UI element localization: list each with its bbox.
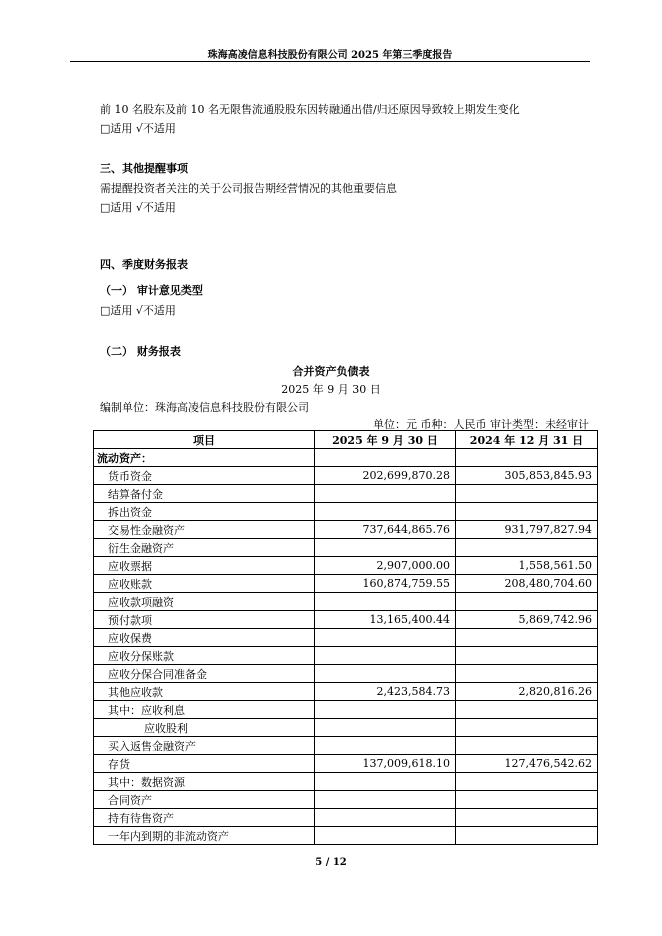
table-row [94, 611, 598, 629]
row-item-label: 应收分保合同准备金 [94, 665, 315, 683]
row-item-label: 应收保费 [94, 629, 315, 647]
row-item-label: 衍生金融资产 [94, 539, 315, 557]
table-row [94, 665, 598, 683]
page-number: 5 / 12 [315, 857, 347, 868]
row-previous-value [456, 665, 598, 683]
row-item-label: 存货 [94, 755, 315, 773]
row-previous-value [456, 773, 598, 791]
table-row [94, 575, 598, 593]
report-header: 珠海高凌信息科技股份有限公司 2025 年第三季度报告 [207, 50, 453, 61]
row-item-label: 应收股利 [94, 719, 315, 737]
table-row [94, 647, 598, 665]
row-previous-value [456, 791, 598, 809]
table-row [94, 449, 598, 467]
row-previous-value [456, 647, 598, 665]
row-current-value: 202,699,870.28 [315, 467, 456, 485]
row-previous-value: 5,869,742.96 [456, 611, 598, 629]
column-header-previous: 2024 年 12 月 31 日 [456, 431, 598, 449]
row-current-value [315, 629, 456, 647]
row-previous-value: 208,480,704.60 [456, 575, 598, 593]
row-current-value [315, 701, 456, 719]
row-current-value [315, 647, 456, 665]
row-current-value: 2,423,584.73 [315, 683, 456, 701]
row-current-value [315, 719, 456, 737]
column-header-item: 项目 [94, 431, 315, 449]
table-row [94, 521, 598, 539]
row-current-value: 137,009,618.10 [315, 755, 456, 773]
table-row [94, 773, 598, 791]
row-current-value [315, 449, 456, 467]
table-row [94, 557, 598, 575]
row-current-value: 13,165,400.44 [315, 611, 456, 629]
row-previous-value [456, 485, 598, 503]
row-previous-value: 2,820,816.26 [456, 683, 598, 701]
statement-compiler: 编制单位：珠海高凌信息科技股份有限公司 [100, 401, 309, 414]
row-previous-value [456, 629, 598, 647]
row-item-label: 买入返售金融资产 [94, 737, 315, 755]
row-item-label: 应收账款 [94, 575, 315, 593]
audit-opinion-option: □适用 √不适用 [100, 304, 176, 317]
row-item-label: 交易性金融资产 [94, 521, 315, 539]
row-item-label: 拆出资金 [94, 503, 315, 521]
header-divider [70, 61, 590, 62]
row-item-label: 应收票据 [94, 557, 315, 575]
row-item-label: 一年内到期的非流动资产 [94, 827, 315, 845]
row-current-value [315, 485, 456, 503]
row-previous-value: 305,853,845.93 [456, 467, 598, 485]
row-previous-value [456, 701, 598, 719]
shareholder-change-option: □适用 √不适用 [100, 122, 176, 135]
table-row [94, 593, 598, 611]
row-item-label: 结算备付金 [94, 485, 315, 503]
row-current-value [315, 593, 456, 611]
statement-date: 2025 年 9 月 30 日 [281, 383, 381, 396]
row-item-label: 货币资金 [94, 467, 315, 485]
financial-statements-heading: （二） 财务报表 [100, 345, 181, 358]
row-current-value: 160,874,759.55 [315, 575, 456, 593]
column-header-current: 2025 年 9 月 30 日 [315, 431, 456, 449]
table-row [94, 791, 598, 809]
row-previous-value: 127,476,542.62 [456, 755, 598, 773]
row-current-value [315, 539, 456, 557]
row-current-value [315, 809, 456, 827]
row-current-value [315, 791, 456, 809]
row-previous-value [456, 809, 598, 827]
row-previous-value [456, 503, 598, 521]
row-item-label: 应收分保账款 [94, 647, 315, 665]
row-previous-value: 1,558,561.50 [456, 557, 598, 575]
row-current-value: 2,907,000.00 [315, 557, 456, 575]
row-previous-value [456, 449, 598, 467]
balance-sheet-table [93, 430, 598, 845]
row-current-value [315, 773, 456, 791]
shareholder-change-text: 前 10 名股东及前 10 名无限售流通股股东因转融通出借/归还原因导致较上期发生变化 [100, 103, 520, 116]
row-current-value [315, 665, 456, 683]
table-header-row [94, 431, 598, 449]
table-row [94, 701, 598, 719]
section-three-text: 需提醒投资者关注的关于公司报告期经营情况的其他重要信息 [100, 182, 397, 195]
table-row [94, 827, 598, 845]
table-row [94, 503, 598, 521]
row-item-label: 合同资产 [94, 791, 315, 809]
row-item-label: 其中：数据资源 [94, 773, 315, 791]
table-row [94, 737, 598, 755]
table-row [94, 683, 598, 701]
row-current-value: 737,644,865.76 [315, 521, 456, 539]
statement-unit-line: 单位：元 币种：人民币 审计类型：未经审计 [373, 418, 589, 431]
audit-opinion-heading: （一） 审计意见类型 [100, 284, 203, 297]
row-item-label: 流动资产： [94, 449, 315, 467]
row-previous-value [456, 719, 598, 737]
section-three-heading: 三、其他提醒事项 [100, 162, 188, 175]
row-previous-value [456, 827, 598, 845]
statement-title: 合并资产负债表 [292, 365, 370, 378]
table-row [94, 809, 598, 827]
row-current-value [315, 503, 456, 521]
row-current-value [315, 827, 456, 845]
row-item-label: 预付款项 [94, 611, 315, 629]
table-row [94, 719, 598, 737]
table-row [94, 485, 598, 503]
row-item-label: 持有待售资产 [94, 809, 315, 827]
table-row [94, 629, 598, 647]
row-previous-value [456, 539, 598, 557]
table-row [94, 539, 598, 557]
row-item-label: 其中：应收利息 [94, 701, 315, 719]
table-row [94, 467, 598, 485]
row-current-value [315, 737, 456, 755]
table-row [94, 755, 598, 773]
row-item-label: 其他应收款 [94, 683, 315, 701]
row-previous-value [456, 737, 598, 755]
section-three-option: □适用 √不适用 [100, 201, 176, 214]
row-previous-value [456, 593, 598, 611]
row-previous-value: 931,797,827.94 [456, 521, 598, 539]
row-item-label: 应收款项融资 [94, 593, 315, 611]
section-four-heading: 四、季度财务报表 [100, 258, 188, 271]
